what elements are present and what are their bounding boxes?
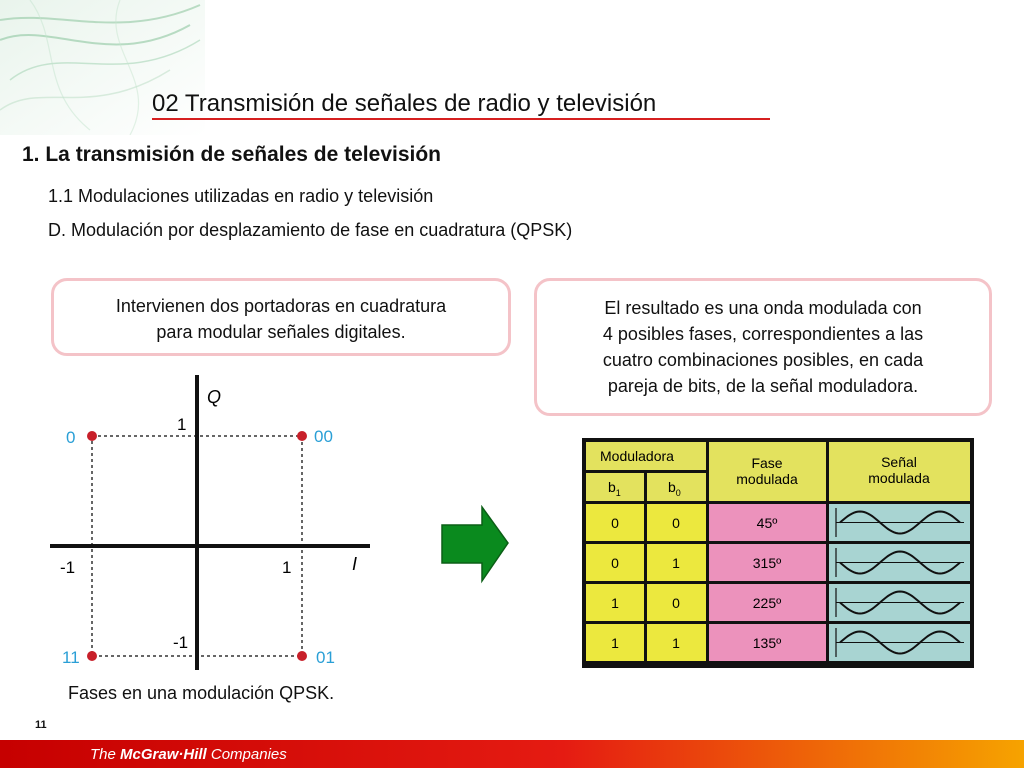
cell-b1-value: 0: [611, 555, 619, 571]
callout-line: Intervienen dos portadoras en cuadratura: [115, 296, 447, 316]
callout-line: 4 posibles fases, correspondientes a las: [602, 324, 924, 344]
cell-b0-value: 1: [672, 555, 680, 571]
header-moduladora: Moduladora: [600, 448, 674, 464]
topic-heading: D. Modulación por desplazamiento de fase en cuadratura (QPSK): [48, 220, 573, 240]
constellation-point: [87, 431, 97, 441]
tick-label-x-negative: -1: [60, 558, 76, 577]
qpsk-constellation-diagram: [40, 370, 440, 680]
tick-label-y-negative: -1: [173, 633, 189, 652]
right-arrow-icon: [440, 505, 510, 585]
cell-fase-value: 45º: [756, 515, 778, 531]
tick-label-y-positive: 1: [177, 415, 187, 434]
title-underline: [152, 118, 770, 120]
point-label-bottom-right: 01: [316, 648, 335, 667]
q-axis-label: Q: [207, 387, 222, 407]
callout-carriers: [51, 278, 511, 356]
cell-b0-value: 0: [672, 515, 680, 531]
slide-title: 02 Transmisión de señales de radio y televisión: [152, 90, 657, 117]
constellation-point: [87, 651, 97, 661]
page-number: 11: [35, 719, 47, 731]
callout-line: para modular señales digitales.: [156, 322, 406, 342]
cell-b1-value: 1: [611, 595, 619, 611]
header-b1: $b_1$: [608, 479, 621, 498]
cell-fase-value: 135º: [752, 635, 782, 651]
cell-b0-value: 1: [672, 635, 680, 651]
i-axis-label: I: [352, 554, 358, 574]
point-label-top-right: 00: [314, 427, 333, 446]
header-senal-line1: Señal: [881, 454, 917, 470]
callout-result: [534, 278, 992, 416]
cell-b0-value: 0: [672, 595, 680, 611]
table-row: [586, 624, 970, 661]
qpsk-phase-table: [582, 438, 974, 668]
table-row: [586, 584, 970, 621]
callout-line: El resultado es una onda modulada con: [604, 298, 922, 318]
publisher-logo-text: The McGraw·Hill Companies: [90, 746, 287, 763]
callout-line: cuatro combinaciones posibles, en cada: [602, 350, 924, 370]
tick-label-x-positive: 1: [282, 558, 292, 577]
diagram-caption: Fases en una modulación QPSK.: [68, 683, 335, 703]
constellation-point: [297, 651, 307, 661]
constellation-point: [297, 431, 307, 441]
header-fase-line2: modulada: [736, 471, 798, 487]
cell-fase-value: 315º: [752, 555, 782, 571]
cell-fase-value: 225º: [752, 595, 782, 611]
cell-b1-value: 0: [611, 515, 619, 531]
section-heading: 1. La transmisión de señales de televisión: [22, 143, 441, 166]
point-label-top-left: 0: [66, 428, 76, 447]
header-senal-line2: modulada: [868, 470, 930, 486]
cell-b1-value: 1: [611, 635, 619, 651]
header-fase-line1: Fase: [751, 455, 783, 471]
callout-line: pareja de bits, de la señal moduladora.: [607, 376, 919, 396]
point-label-bottom-left: 11: [62, 648, 80, 667]
header-b0: $b_0$: [668, 479, 681, 498]
table-row: [586, 544, 970, 581]
section-subheading: 1.1 Modulaciones utilizadas en radio y televisión: [48, 186, 434, 206]
table-row: [586, 504, 970, 541]
